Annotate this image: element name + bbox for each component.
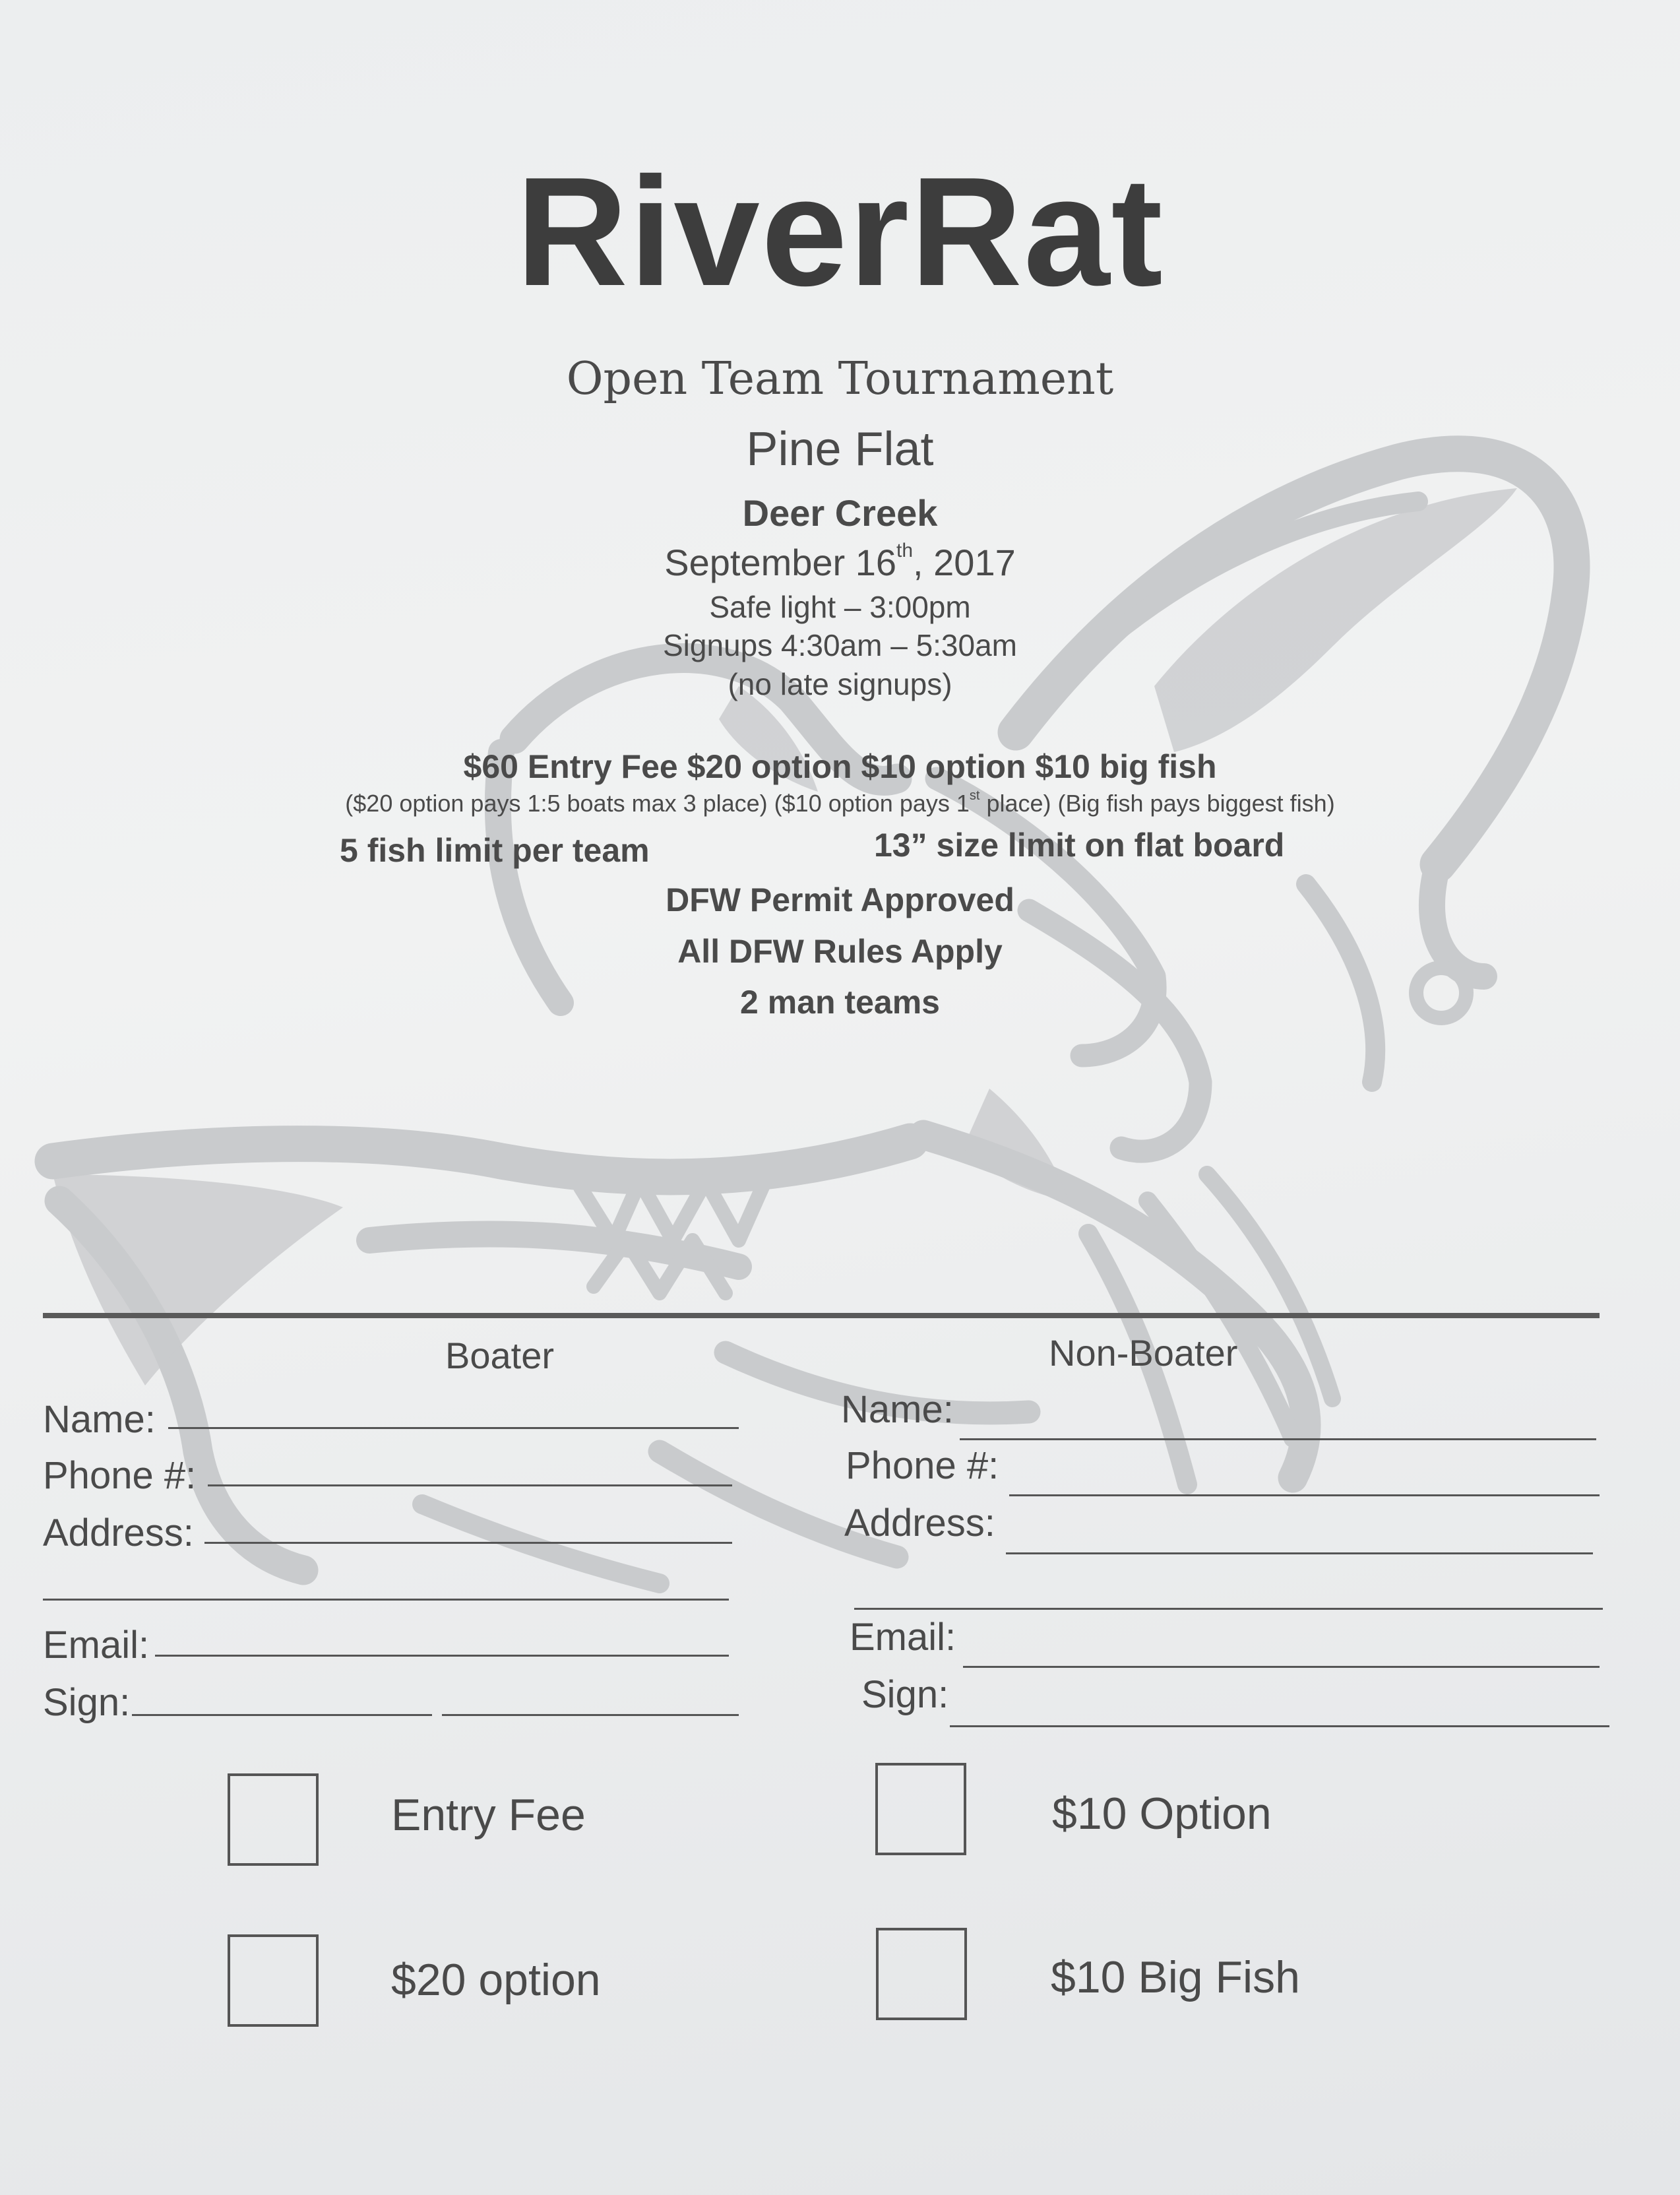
non-boater-email-line[interactable]: [963, 1666, 1600, 1668]
tournament-date: [0, 541, 1680, 584]
non-boater-name-line[interactable]: [960, 1438, 1596, 1440]
non-boater-phone-line[interactable]: [1009, 1494, 1600, 1496]
date-suffix: , 2017: [913, 542, 1016, 583]
boater-email-line[interactable]: [155, 1655, 729, 1657]
boater-sign-line-2[interactable]: [442, 1714, 739, 1716]
lake-name: Pine Flat: [746, 423, 934, 476]
option-20-label: $20 option: [391, 1955, 601, 2005]
boater-phone-label: Phone #:: [43, 1454, 197, 1497]
date-prefix: September 16: [664, 542, 897, 583]
boater-sign-line[interactable]: [132, 1714, 432, 1716]
boater-sign-label: Sign:: [43, 1681, 131, 1724]
big-fish-label: $10 Big Fish: [1051, 1952, 1300, 2002]
non-boater-email-label: Email:: [850, 1616, 956, 1659]
boater-phone-line[interactable]: [208, 1484, 732, 1486]
non-boater-address-line-2[interactable]: [854, 1608, 1603, 1610]
safe-light-time: Safe light – 3:00pm: [709, 590, 971, 624]
non-boater-phone-label: Phone #:: [846, 1444, 999, 1487]
fees-detail-part-b: place) (Big fish pays biggest fish): [980, 790, 1335, 817]
non-boater-address-label: Address:: [844, 1502, 995, 1544]
boater-address-line-2[interactable]: [43, 1599, 729, 1601]
team-size-rule: 2 man teams: [740, 984, 940, 1021]
option-10-checkbox[interactable]: [875, 1763, 966, 1855]
non-boater-address-line[interactable]: [1006, 1552, 1593, 1554]
tournament-title: RiverRat: [516, 144, 1164, 318]
fees-detail-part-a: ($20 option pays 1:5 boats max 3 place) ($10 option pays 1: [345, 790, 970, 817]
section-divider: [43, 1313, 1600, 1318]
fees-detail: [0, 790, 1680, 817]
entry-fee-checkbox[interactable]: [228, 1773, 319, 1866]
non-boater-sign-line[interactable]: [950, 1725, 1609, 1727]
boater-address-line[interactable]: [204, 1542, 732, 1544]
boater-name-line[interactable]: [168, 1427, 739, 1429]
big-fish-checkbox[interactable]: [876, 1928, 967, 2020]
launch-area: Deer Creek: [742, 492, 938, 534]
fees-detail-superscript: st: [969, 788, 980, 803]
dfw-rules: All DFW Rules Apply: [677, 933, 1003, 970]
no-late-signups-note: (no late signups): [728, 667, 952, 701]
entry-fees: $60 Entry Fee $20 option $10 option $10 big fish: [463, 748, 1217, 785]
non-boater-name-label: Name:: [841, 1388, 954, 1431]
tournament-subtitle: Open Team Tournament: [566, 353, 1114, 405]
permit-rule: DFW Permit Approved: [666, 881, 1014, 918]
non-boater-sign-label: Sign:: [861, 1673, 949, 1716]
boater-address-label: Address:: [43, 1511, 194, 1554]
date-superscript: th: [896, 540, 914, 561]
boater-heading: Boater: [445, 1335, 554, 1376]
boater-name-label: Name:: [43, 1398, 156, 1441]
option-20-checkbox[interactable]: [228, 1934, 319, 2027]
fish-limit-rule: 5 fish limit per team: [340, 832, 650, 869]
option-10-label: $10 Option: [1052, 1789, 1272, 1839]
non-boater-heading: Non-Boater: [1049, 1332, 1238, 1374]
boater-email-label: Email:: [43, 1624, 150, 1667]
signup-window: Signups 4:30am – 5:30am: [662, 628, 1018, 662]
size-limit-rule: 13” size limit on flat board: [874, 827, 1285, 864]
entry-fee-label: Entry Fee: [391, 1790, 586, 1840]
